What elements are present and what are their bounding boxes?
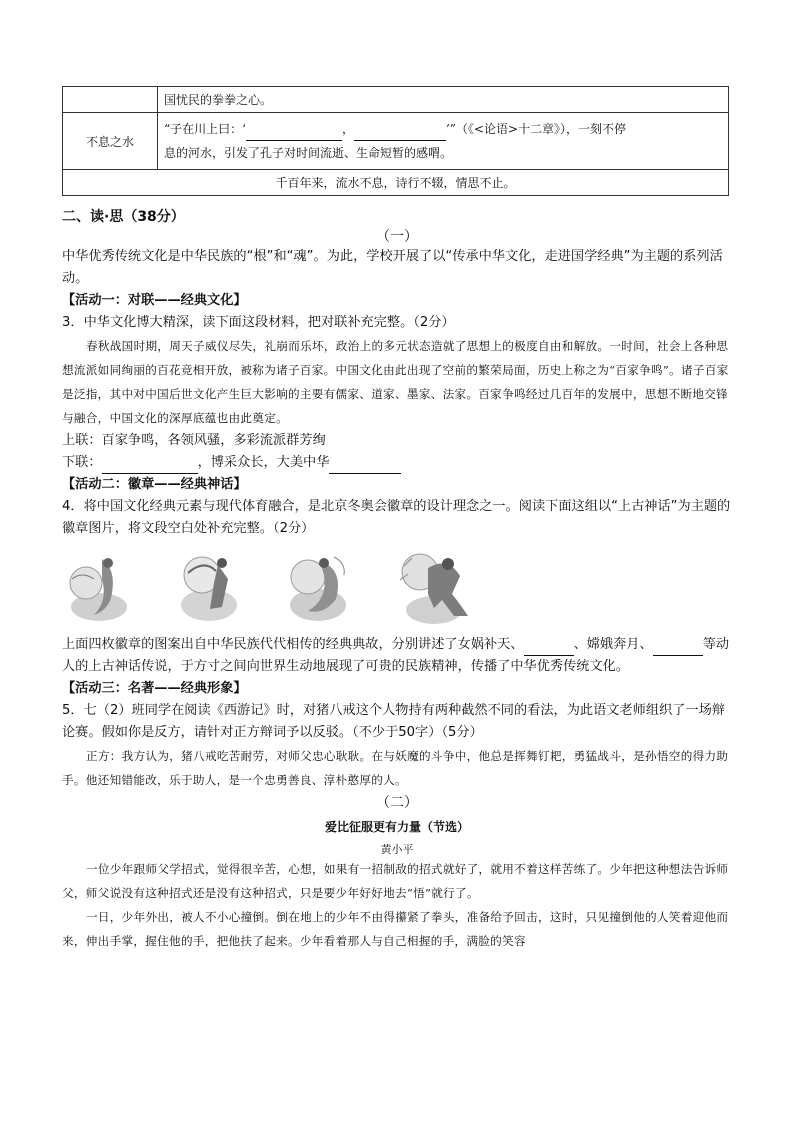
- debate-text: 正方：我方认为，猪八戒吃苦耐劳，对师父忠心耿耿。在与妖魔的斗争中，他总是挥舞钉耙，勇猛战斗，是孙悟空的得力助手。他还知错能改，乐于助人，是一个忠勇善良、淳朴憨厚的人。: [62, 749, 729, 787]
- question-3: 3．中华文化博大精深，读下面这段材料，把对联补充完整。（2分）: [62, 315, 455, 330]
- table-row: [63, 113, 729, 170]
- activity-heading: 【活动二：徽章——经典神话】: [62, 477, 247, 492]
- question-5: 5．七（2）班同学在阅读《西游记》时，对猪八戒这个人物持有两种截然不同的看法，为此语文老师组织了一场辩论赛。假如你是反方，请针对正方辩词予以反驳。（不少于50字）（5分）: [62, 703, 725, 740]
- part-number: （二）: [376, 795, 418, 811]
- material-text: 春秋战国时期，周天子威仪尽失，礼崩而乐坏，政治上的多元状态造就了思想上的极度自由和解放。一时间，社会上各种思想流派如同绚丽的百花竞相开放，被称为诸子百家。中国文化由此出现了空前的繁荣局面，历史上称之为“百家争鸣”。诸子百家是泛指，其中对中国后世文化产生巨大影响的主要有儒家、道家、墨家、法家。百家争鸣经过几百年的发展中，思想不断地交锋与融合，中国文化的深厚底蕴也由此奠定。: [62, 339, 729, 425]
- answer-blank[interactable]: [246, 128, 342, 141]
- answer-blank[interactable]: [653, 643, 703, 656]
- table-row: [63, 170, 729, 196]
- table-row: [63, 87, 729, 113]
- couplet-upper: 上联：百家争鸣，各领风骚，多彩流派群芳绚: [62, 433, 326, 448]
- essay-paragraph: 一日，少年外出，被人不小心撞倒。倒在地上的少年不由得攥紧了拳头，准备给予回击，这时，只见撞倒他的人笑着迎他而来，伸出手掌，握住他的手，把他扶了起来。少年看着那人与自己相握的手，满脸的笑容: [62, 910, 729, 948]
- answer-blank[interactable]: [524, 643, 574, 656]
- activity-heading: 【活动三：名著——经典形象】: [62, 681, 247, 696]
- answer-blank[interactable]: [329, 461, 401, 474]
- table-cell: 国忧民的拳拳之心。: [158, 87, 729, 113]
- kuafu-badge: [394, 546, 474, 630]
- question-4: 4．将中国文化经典元素与现代体育融合，是北京冬奥会徽章的设计理念之一。阅读下面这组以“上古神话”为主题的徽章图片，将文段空白处补充完整。（2分）: [62, 499, 731, 536]
- essay-paragraph: 一位少年跟师父学招式，觉得很辛苦，心想，如果有一招制敌的招式就好了，就用不着这样苦练了。少年把这种想法告诉师父，师父说没有这种招式还是没有这种招式，只是要少年好好地去“悟”就行了。: [62, 862, 729, 900]
- answer-blank[interactable]: [354, 128, 446, 141]
- change-badge: [284, 549, 354, 627]
- couplet-lower: 下联： ，博采众长，大美中华: [62, 452, 732, 474]
- poetry-table: [62, 86, 729, 196]
- answer-blank[interactable]: [102, 461, 198, 474]
- exam-page: [62, 86, 732, 953]
- badge-images: [64, 546, 732, 630]
- intro-text: 中华优秀传统文化是中华民族的“根”和“魂”。为此，学校开展了以“传承中华文化，走进国学经典”为主题的系列活动。: [62, 249, 723, 286]
- table-cell: 千百年来，流水不息，诗行不辍，情思不止。: [63, 170, 729, 196]
- houyi-badge: [174, 549, 244, 627]
- nvwa-badge: [64, 549, 134, 627]
- row-label: 不息之水: [63, 113, 158, 170]
- part-number: （一）: [376, 229, 418, 245]
- essay-title: 爱比征服更有力量（节选）: [324, 820, 469, 834]
- table-cell: “子在川上曰：‘ ， ’”（《<论语>十二章》），一刻不停 息的河水，引发了孔子对时间流逝、生命短暂的感喟。: [158, 113, 729, 170]
- activity-heading: 【活动一：对联——经典文化】: [62, 293, 247, 308]
- essay-author: 黄小平: [380, 843, 414, 856]
- question-4-text: 上面四枚徽章的图案出自中华民族代代相传的经典典故，分别讲述了女娲补天、 、嫦娥奔月、 等动人的上古神话传说，于方寸之间向世界生动地展现了可贵的民族精神，传播了中华优秀传统文化。: [62, 637, 730, 674]
- section-heading: 二、读·思（38分）: [62, 209, 185, 225]
